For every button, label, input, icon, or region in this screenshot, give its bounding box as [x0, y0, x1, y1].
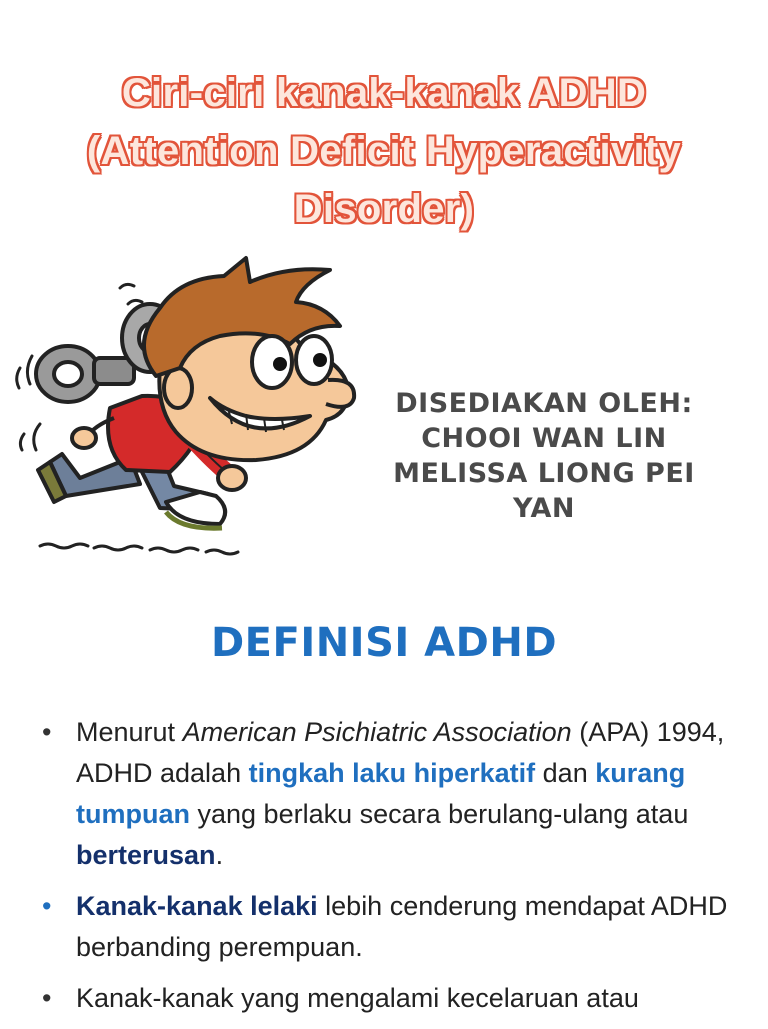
bullet-list: [0, 712, 768, 1029]
bullet-item-2: [76, 886, 740, 968]
credits-author-1: CHOOI WAN LIN: [421, 423, 667, 454]
hyperactive-boy-illustration: [10, 248, 390, 568]
slide-title: [20, 64, 748, 238]
section-heading: DEFINISI ADHD: [210, 620, 558, 666]
credits-author-2-cont: YAN: [513, 493, 575, 524]
b1-text-2: (APA) 1994, ADHD adalah: [76, 717, 725, 788]
b1-highlight-attention: kurang tumpuan: [76, 758, 686, 829]
title-line-3: Disorder): [293, 187, 475, 231]
b1-text-1: Menurut: [76, 717, 183, 747]
b1-text-5: .: [215, 840, 224, 870]
b1-text-3: dan: [535, 758, 596, 788]
b2-text-1: lebih cenderung mendapat ADHD berbanding perempuan.: [76, 891, 728, 962]
bullet-item-3: [76, 978, 740, 1019]
title-line-2: (Attention Deficit Hyperactivity: [86, 129, 682, 173]
credits-author-2: MELISSA LIONG PEI: [393, 458, 695, 489]
b2-highlight-boys: Kanak-kanak lelaki: [76, 891, 318, 921]
credits-prepared-by: DISEDIAKAN OLEH:: [395, 388, 693, 419]
b1-highlight-hyperactive: tingkah laku hiperkatif: [248, 758, 536, 788]
speed-lines: [40, 544, 238, 554]
b1-organisation-name: American Psichiatric Association: [182, 717, 572, 747]
b3-text-1: Kanak-kanak yang mengalami kecelaruan atau: [76, 983, 639, 1013]
b1-text-4: yang berlaku secara berulang-ulang atau: [190, 799, 689, 829]
b1-highlight-continuous: berterusan: [76, 840, 216, 870]
title-line-1: Ciri-ciri kanak-kanak ADHD: [121, 71, 647, 115]
credits-block: [388, 386, 700, 526]
bullet-item-1: [76, 712, 740, 876]
